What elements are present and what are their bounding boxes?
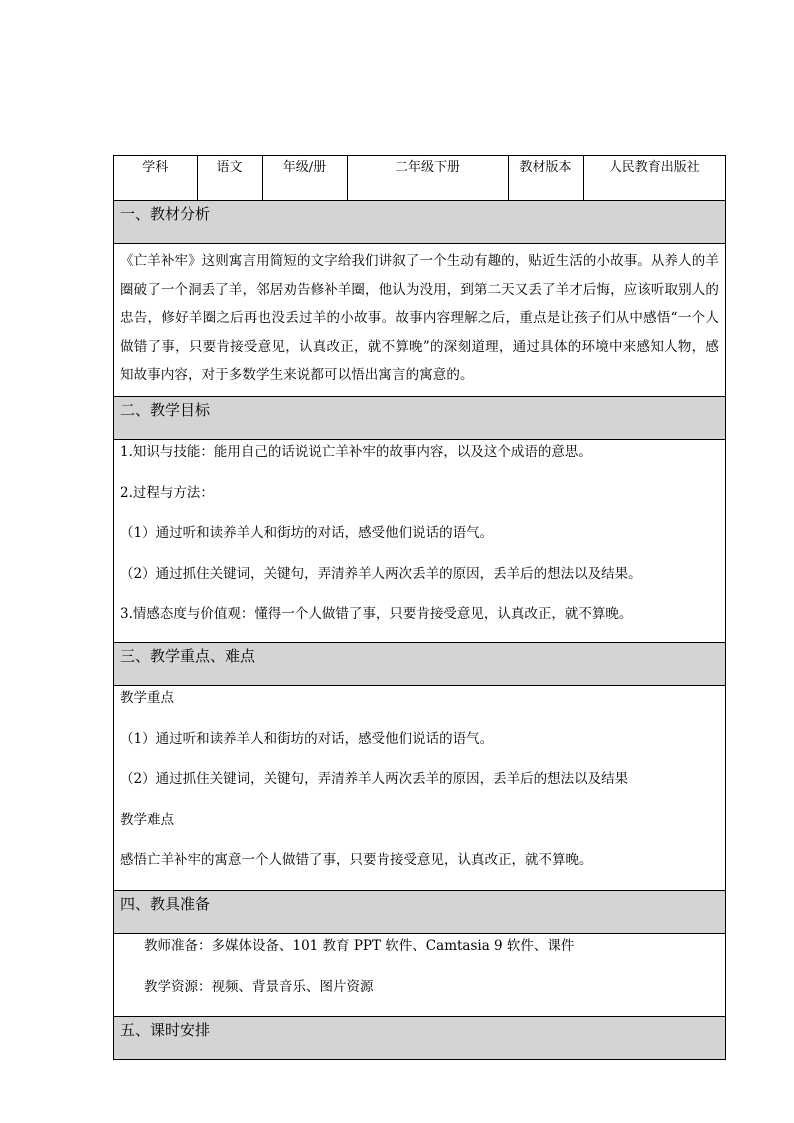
objective-line: 3.情感态度与价值观：懂得一个人做错了事，只要肯接受意见，认真改正，就不算晚。 bbox=[120, 606, 633, 622]
objective-line: 2.过程与方法： bbox=[120, 484, 214, 501]
objective-line: 1.知识与技能：能用自己的话说说亡羊补牢的故事内容，以及这个成语的意思。 bbox=[120, 444, 592, 460]
key-point-line: 教学重点 bbox=[120, 690, 174, 706]
key-point-line: （1）通过听和读养羊人和街坊的对话，感受他们说话的语气。 bbox=[120, 730, 494, 747]
materials-line: 教师准备：多媒体设备、101 教育 PPT 软件、Camtasia 9 软件、课件 bbox=[144, 938, 575, 954]
key-point-line: 感悟亡羊补牢的寓意一个人做错了事，只要肯接受意见，认真改正，就不算晚。 bbox=[120, 852, 593, 868]
objective-line: （1）通过听和读养羊人和街坊的对话，感受他们说话的语气。 bbox=[120, 525, 494, 541]
edition-label: 教材版本 bbox=[508, 156, 583, 201]
section-heading-textbook-analysis: 一、教材分析 bbox=[114, 201, 725, 244]
key-point-line: 教学难点 bbox=[120, 811, 174, 828]
materials-line: 教学资源：视频、背景音乐、图片资源 bbox=[144, 978, 374, 995]
lesson-plan-table bbox=[113, 155, 726, 1060]
section-heading-key-points: 三、教学重点、难点 bbox=[114, 643, 725, 686]
grade-value: 二年级下册 bbox=[347, 156, 508, 201]
section-heading-schedule: 五、课时安排 bbox=[114, 1017, 725, 1060]
section-heading-materials: 四、教具准备 bbox=[114, 891, 725, 934]
edition-value: 人民教育出版社 bbox=[583, 156, 725, 201]
key-point-line: （2）通过抓住关键词，关键句，弄清养羊人两次丢羊的原因，丢羊后的想法以及结果 bbox=[120, 771, 629, 787]
grade-label: 年级/册 bbox=[262, 156, 347, 201]
subject-label: 学科 bbox=[114, 156, 197, 201]
header-row bbox=[114, 156, 725, 201]
section-body-materials bbox=[114, 934, 725, 1017]
section-heading-teaching-objectives: 二、教学目标 bbox=[114, 397, 725, 440]
section-body-textbook-analysis bbox=[114, 244, 725, 397]
section-body-teaching-objectives bbox=[114, 440, 725, 643]
section-body-key-points bbox=[114, 686, 725, 891]
textbook-analysis-text: 《亡羊补牢》这则寓言用简短的文字给我们讲叙了一个生动有趣的，贴近生活的小故事。从养人的羊圈破了一个洞丢了羊，邻居劝告修补羊圈，他认为没用，到第二天又丢了羊才后悔，应该听取别人的忠告，修好羊圈之后再也没丢过羊的小故事。故事内容理解之后，重点是让孩子们从中感悟“一个人做错了事，只要肯接受意见，认真改正，就不算晚”的深刻道理，通过具体的环境中来感知人物，感知故事内容，对于多数学生来说都可以悟出寓言的寓意的。 bbox=[120, 253, 719, 383]
objective-line: （2）通过抓住关键词，关键句，弄清养羊人两次丢羊的原因，丢羊后的想法以及结果。 bbox=[120, 565, 642, 582]
subject-value: 语文 bbox=[197, 156, 262, 201]
